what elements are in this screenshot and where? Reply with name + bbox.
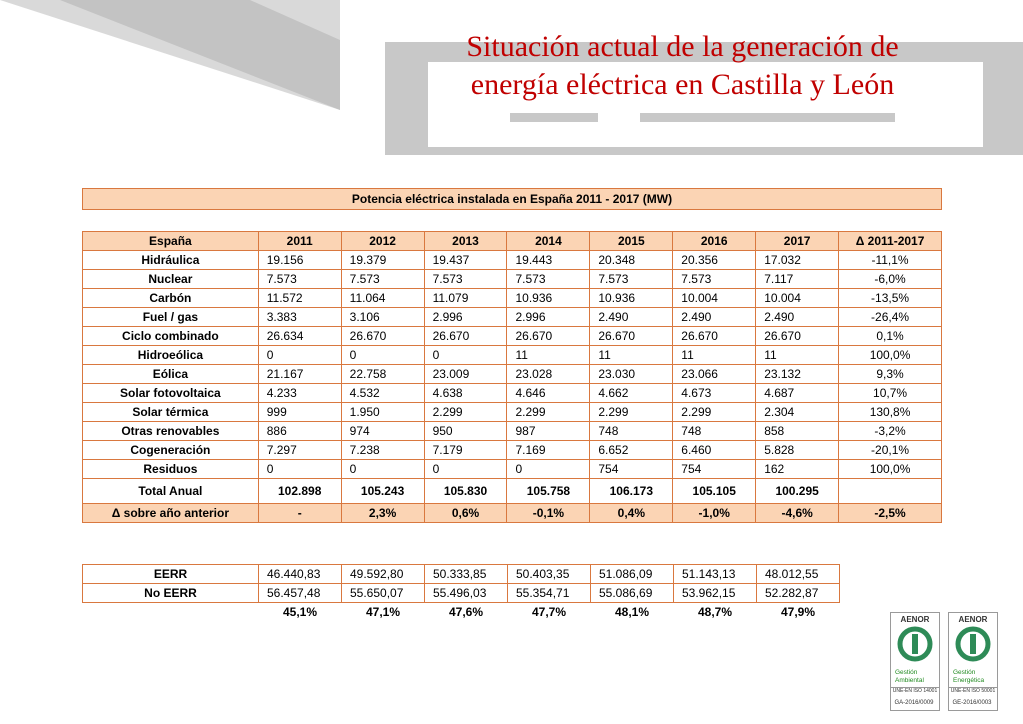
table-cell: 10.936 xyxy=(590,289,673,308)
total-row xyxy=(83,479,942,504)
slide-title xyxy=(420,28,945,104)
total-cell: 105.243 xyxy=(341,479,424,504)
column-header: 2014 xyxy=(507,232,590,251)
table-cell: 0 xyxy=(341,460,424,479)
table-cell: 6.460 xyxy=(673,441,756,460)
table-cell: 23.066 xyxy=(673,365,756,384)
grey-bar-2 xyxy=(640,113,895,122)
grey-wedge xyxy=(0,0,340,110)
delta-cell: -26,4% xyxy=(839,308,942,327)
table-cell: 7.573 xyxy=(258,270,341,289)
table-cell: 2.299 xyxy=(673,403,756,422)
table-row xyxy=(83,346,942,365)
table-cell: 52.282,87 xyxy=(757,584,840,603)
table-cell: 0 xyxy=(258,460,341,479)
badge-code: GE-2016/0003 xyxy=(952,700,992,706)
delta-cell: -2,5% xyxy=(839,504,942,523)
table-cell: 51.143,13 xyxy=(674,565,757,584)
table-cell: 754 xyxy=(590,460,673,479)
table-cell: 2.299 xyxy=(590,403,673,422)
row-label: Fuel / gas xyxy=(83,308,259,327)
yoy-cell: -4,6% xyxy=(756,504,839,523)
table-cell: 4.673 xyxy=(673,384,756,403)
share-cell: 48,1% xyxy=(614,605,650,619)
eerr-table xyxy=(82,564,840,621)
total-cell: 100.295 xyxy=(756,479,839,504)
grey-bar-1 xyxy=(510,113,598,122)
table-cell: 23.132 xyxy=(756,365,839,384)
table-cell: 7.573 xyxy=(424,270,507,289)
table-cell: 7.573 xyxy=(507,270,590,289)
aenor-logo-icon xyxy=(891,624,939,664)
column-header: 2013 xyxy=(424,232,507,251)
table-row xyxy=(83,460,942,479)
badge-line1: Gestión xyxy=(953,669,976,676)
share-cell: 47,6% xyxy=(448,605,484,619)
column-header: Δ 2011-2017 xyxy=(839,232,942,251)
table-cell: 20.348 xyxy=(590,251,673,270)
table-cell: 3.106 xyxy=(341,308,424,327)
capacity-table xyxy=(82,231,942,523)
aenor-energy-badge xyxy=(948,612,998,711)
badge-brand: AENOR xyxy=(900,615,930,624)
table-cell: 11 xyxy=(673,346,756,365)
table-cell: 886 xyxy=(258,422,341,441)
total-cell: 105.758 xyxy=(507,479,590,504)
row-label: No EERR xyxy=(83,584,259,603)
table-cell: 2.299 xyxy=(424,403,507,422)
row-label: Residuos xyxy=(83,460,259,479)
delta-cell: 0,1% xyxy=(839,327,942,346)
table-cell: 0 xyxy=(258,346,341,365)
table-cell: 2.996 xyxy=(424,308,507,327)
table-cell: 50.403,35 xyxy=(508,565,591,584)
table-cell: 987 xyxy=(507,422,590,441)
table-title-bar xyxy=(82,188,942,210)
table-cell: 55.650,07 xyxy=(342,584,425,603)
table-cell: 11.572 xyxy=(258,289,341,308)
column-header: 2015 xyxy=(590,232,673,251)
row-label: Total Anual xyxy=(83,479,259,504)
total-cell: 105.830 xyxy=(424,479,507,504)
aenor-environmental-badge xyxy=(890,612,940,711)
table-cell: 11 xyxy=(507,346,590,365)
delta-cell: -20,1% xyxy=(839,441,942,460)
share-row xyxy=(83,603,840,622)
table-cell: 2.299 xyxy=(507,403,590,422)
table-cell: 23.028 xyxy=(507,365,590,384)
table-cell: 3.383 xyxy=(258,308,341,327)
badge-line1: Gestión xyxy=(895,669,918,676)
table-cell: 7.179 xyxy=(424,441,507,460)
table-cell: 2.304 xyxy=(756,403,839,422)
table-cell: 19.379 xyxy=(341,251,424,270)
total-cell: 105.105 xyxy=(673,479,756,504)
table-row xyxy=(83,403,942,422)
table-cell: 950 xyxy=(424,422,507,441)
table-cell: 0 xyxy=(507,460,590,479)
table-cell: 974 xyxy=(341,422,424,441)
table-cell: 7.573 xyxy=(341,270,424,289)
table-cell: 2.490 xyxy=(590,308,673,327)
table-cell: 11 xyxy=(756,346,839,365)
table-cell: 17.032 xyxy=(756,251,839,270)
delta-cell: 130,8% xyxy=(839,403,942,422)
delta-cell xyxy=(839,479,942,504)
table-cell: 26.670 xyxy=(673,327,756,346)
row-label: Solar térmica xyxy=(83,403,259,422)
table-row xyxy=(83,422,942,441)
table-cell: 20.356 xyxy=(673,251,756,270)
yoy-row xyxy=(83,504,942,523)
table-cell: 55.354,71 xyxy=(508,584,591,603)
share-cell: 47,7% xyxy=(531,605,567,619)
table-cell: 26.634 xyxy=(258,327,341,346)
table-cell: 19.156 xyxy=(258,251,341,270)
share-cell: 47,9% xyxy=(780,605,816,619)
table-cell: 0 xyxy=(424,460,507,479)
table-cell: 0 xyxy=(341,346,424,365)
yoy-cell: -1,0% xyxy=(673,504,756,523)
table-cell: 4.638 xyxy=(424,384,507,403)
table-cell: 7.573 xyxy=(673,270,756,289)
column-header: 2017 xyxy=(756,232,839,251)
row-label: Δ sobre año anterior xyxy=(83,504,259,523)
delta-cell: -3,2% xyxy=(839,422,942,441)
table-row xyxy=(83,365,942,384)
table-cell: 21.167 xyxy=(258,365,341,384)
table-cell: 55.496,03 xyxy=(425,584,508,603)
delta-cell: -11,1% xyxy=(839,251,942,270)
table-cell: 1.950 xyxy=(341,403,424,422)
total-cell: 102.898 xyxy=(258,479,341,504)
table-cell: 7.573 xyxy=(590,270,673,289)
badge-line2: Energética xyxy=(953,677,985,684)
table-cell: 19.437 xyxy=(424,251,507,270)
share-cell: 45,1% xyxy=(282,605,318,619)
row-label: Cogeneración xyxy=(83,441,259,460)
row-label: Solar fotovoltaica xyxy=(83,384,259,403)
row-label: Carbón xyxy=(83,289,259,308)
table-cell: 5.828 xyxy=(756,441,839,460)
table-cell: 19.443 xyxy=(507,251,590,270)
row-label: Eólica xyxy=(83,365,259,384)
table-cell: 22.758 xyxy=(341,365,424,384)
delta-cell: 10,7% xyxy=(839,384,942,403)
table-cell: 6.652 xyxy=(590,441,673,460)
table-row xyxy=(83,308,942,327)
table-cell: 11.064 xyxy=(341,289,424,308)
table-cell: 23.030 xyxy=(590,365,673,384)
yoy-cell: -0,1% xyxy=(507,504,590,523)
delta-cell: -6,0% xyxy=(839,270,942,289)
table-row xyxy=(83,384,942,403)
title-line-2: energía eléctrica en Castilla y León xyxy=(470,68,895,101)
table-cell: 4.532 xyxy=(341,384,424,403)
badge-line2: Ambiental xyxy=(895,677,924,684)
row-label: Hidroeólica xyxy=(83,346,259,365)
share-cell: 47,1% xyxy=(365,605,401,619)
table-cell: 7.169 xyxy=(507,441,590,460)
table-row xyxy=(83,565,840,584)
table-cell: 26.670 xyxy=(590,327,673,346)
table-cell: 26.670 xyxy=(507,327,590,346)
table-cell: 26.670 xyxy=(341,327,424,346)
table-cell: 754 xyxy=(673,460,756,479)
yoy-cell: 0,6% xyxy=(424,504,507,523)
table-title: Potencia eléctrica instalada en España 2011 - 2017 (MW) xyxy=(83,189,942,210)
column-header: 2011 xyxy=(258,232,341,251)
table-cell: 999 xyxy=(258,403,341,422)
aenor-logo-icon xyxy=(949,624,997,664)
table-cell: 56.457,48 xyxy=(259,584,342,603)
empty-cell xyxy=(83,603,259,622)
table-cell: 23.009 xyxy=(424,365,507,384)
total-cell: 106.173 xyxy=(590,479,673,504)
table-cell: 7.117 xyxy=(756,270,839,289)
badge-brand: AENOR xyxy=(958,615,988,624)
table-cell: 0 xyxy=(424,346,507,365)
delta-cell: 9,3% xyxy=(839,365,942,384)
table-cell: 7.297 xyxy=(258,441,341,460)
column-header: 2012 xyxy=(341,232,424,251)
table-row xyxy=(83,441,942,460)
table-cell: 51.086,09 xyxy=(591,565,674,584)
table-cell: 10.936 xyxy=(507,289,590,308)
row-label: Nuclear xyxy=(83,270,259,289)
row-label: Ciclo combinado xyxy=(83,327,259,346)
table-cell: 11.079 xyxy=(424,289,507,308)
table-row xyxy=(83,270,942,289)
table-cell: 46.440,83 xyxy=(259,565,342,584)
table-cell: 2.996 xyxy=(507,308,590,327)
yoy-cell: 2,3% xyxy=(341,504,424,523)
table-row xyxy=(83,584,840,603)
table-cell: 4.646 xyxy=(507,384,590,403)
table-cell: 50.333,85 xyxy=(425,565,508,584)
table-cell: 2.490 xyxy=(673,308,756,327)
row-label: EERR xyxy=(83,565,259,584)
share-cell: 48,7% xyxy=(697,605,733,619)
table-cell: 4.687 xyxy=(756,384,839,403)
table-cell: 26.670 xyxy=(424,327,507,346)
row-label: Hidráulica xyxy=(83,251,259,270)
table-cell: 10.004 xyxy=(756,289,839,308)
table-cell: 11 xyxy=(590,346,673,365)
table-cell: 26.670 xyxy=(756,327,839,346)
row-label: Otras renovables xyxy=(83,422,259,441)
table-cell: 55.086,69 xyxy=(591,584,674,603)
table-cell: 162 xyxy=(756,460,839,479)
table-row xyxy=(83,251,942,270)
table-header-row xyxy=(83,232,942,251)
table-cell: 4.662 xyxy=(590,384,673,403)
badge-standard: UNE-EN ISO 50001 xyxy=(950,688,996,694)
delta-cell: -13,5% xyxy=(839,289,942,308)
yoy-cell: 0,4% xyxy=(590,504,673,523)
table-cell: 2.490 xyxy=(756,308,839,327)
title-line-1: Situación actual de la generación de xyxy=(466,30,899,63)
table-cell: 748 xyxy=(590,422,673,441)
delta-cell: 100,0% xyxy=(839,346,942,365)
column-header: España xyxy=(83,232,259,251)
table-cell: 7.238 xyxy=(341,441,424,460)
table-cell: 49.592,80 xyxy=(342,565,425,584)
column-header: 2016 xyxy=(673,232,756,251)
table-cell: 53.962,15 xyxy=(674,584,757,603)
badge-standard: UNE-EN ISO 14001 xyxy=(892,688,938,694)
table-cell: 48.012,55 xyxy=(757,565,840,584)
table-cell: 10.004 xyxy=(673,289,756,308)
table-cell: 858 xyxy=(756,422,839,441)
yoy-cell: - xyxy=(258,504,341,523)
table-row xyxy=(83,289,942,308)
badge-code: GA-2016/0009 xyxy=(894,700,934,706)
delta-cell: 100,0% xyxy=(839,460,942,479)
table-cell: 748 xyxy=(673,422,756,441)
table-row xyxy=(83,327,942,346)
table-cell: 4.233 xyxy=(258,384,341,403)
